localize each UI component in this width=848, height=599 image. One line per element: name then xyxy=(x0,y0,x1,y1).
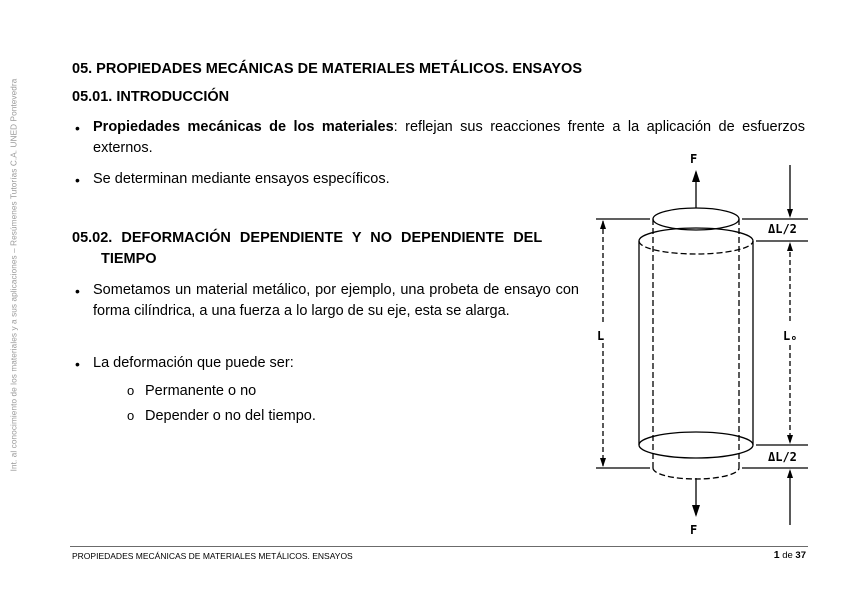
page-current: 1 xyxy=(773,549,780,561)
page-number xyxy=(774,549,806,561)
intro-bullet-1-text: : reflejan sus reacciones frente a la aplicación de esfuerzos externos. xyxy=(93,119,805,156)
initial-top-ellipse xyxy=(639,241,753,254)
footer-divider xyxy=(70,546,808,547)
bullet-icon: • xyxy=(75,283,80,299)
dim-L-arrowhead-top xyxy=(600,220,606,229)
sub-bullet-1: Permanente o no xyxy=(145,383,257,399)
length-label: L xyxy=(597,329,605,343)
delta-bottom-label: ΔL/2 xyxy=(768,450,797,464)
force-top-arrowhead xyxy=(692,170,700,182)
page-total: 37 xyxy=(795,550,806,561)
deformation-bullet-1: Sometamos un material metálico, por ejemplo, una probeta de ensayo con forma cilíndrica, a una fuerza a lo largo de su eje, esta se alarga. xyxy=(93,282,579,319)
dim-Lo-arrowhead-bottom xyxy=(787,435,793,444)
initial-bottom-ellipse xyxy=(639,432,753,458)
cylinder-top-ellipse xyxy=(653,208,739,230)
circle-bullet-icon: o xyxy=(127,383,135,398)
force-top-label: F xyxy=(690,152,698,166)
side-note-text: Int. al conocimiento de los materiales y a sus aplicaciones – Resúmenes Tutorías C.A. UNED Pontevedra xyxy=(9,78,19,472)
intro-bullet-2: Se determinan mediante ensayos específicos. xyxy=(93,171,390,187)
dim-L-arrowhead-bottom xyxy=(600,458,606,467)
initial-length-label: Lₒ xyxy=(783,329,798,343)
circle-bullet-icon: o xyxy=(127,408,135,423)
dim-dl-top-arrowhead xyxy=(787,209,793,218)
dim-Lo-arrowhead-top xyxy=(787,242,793,251)
delta-top-label: ΔL/2 xyxy=(768,222,797,236)
deformation-heading-line1: 05.02. DEFORMACIÓN DEPENDIENTE Y NO DEPENDIENTE DEL xyxy=(72,230,543,246)
dim-dl-bottom-arrowhead xyxy=(787,469,793,478)
footer-title: PROPIEDADES MECÁNICAS DE MATERIALES METÁLICOS. ENSAYOS xyxy=(72,551,353,561)
section-title: 05. PROPIEDADES MECÁNICAS DE MATERIALES METÁLICOS. ENSAYOS xyxy=(72,61,582,77)
intro-heading: 05.01. INTRODUCCIÓN xyxy=(72,89,230,105)
bullet-icon: • xyxy=(75,356,80,372)
deformation-heading-line2: TIEMPO xyxy=(101,251,157,267)
force-bottom-arrowhead xyxy=(692,505,700,517)
deformation-bullet-2: La deformación que puede ser: xyxy=(93,355,294,371)
cylinder-bottom-arc xyxy=(653,468,739,479)
force-bottom-label: F xyxy=(690,523,698,537)
bullet-icon: • xyxy=(75,172,80,188)
page-sep: de xyxy=(779,550,796,561)
bullet-icon: • xyxy=(75,120,80,136)
sub-bullet-2: Depender o no del tiempo. xyxy=(145,408,316,424)
intro-bullet-1-bold: Propiedades mecánicas de los materiales xyxy=(93,119,394,135)
